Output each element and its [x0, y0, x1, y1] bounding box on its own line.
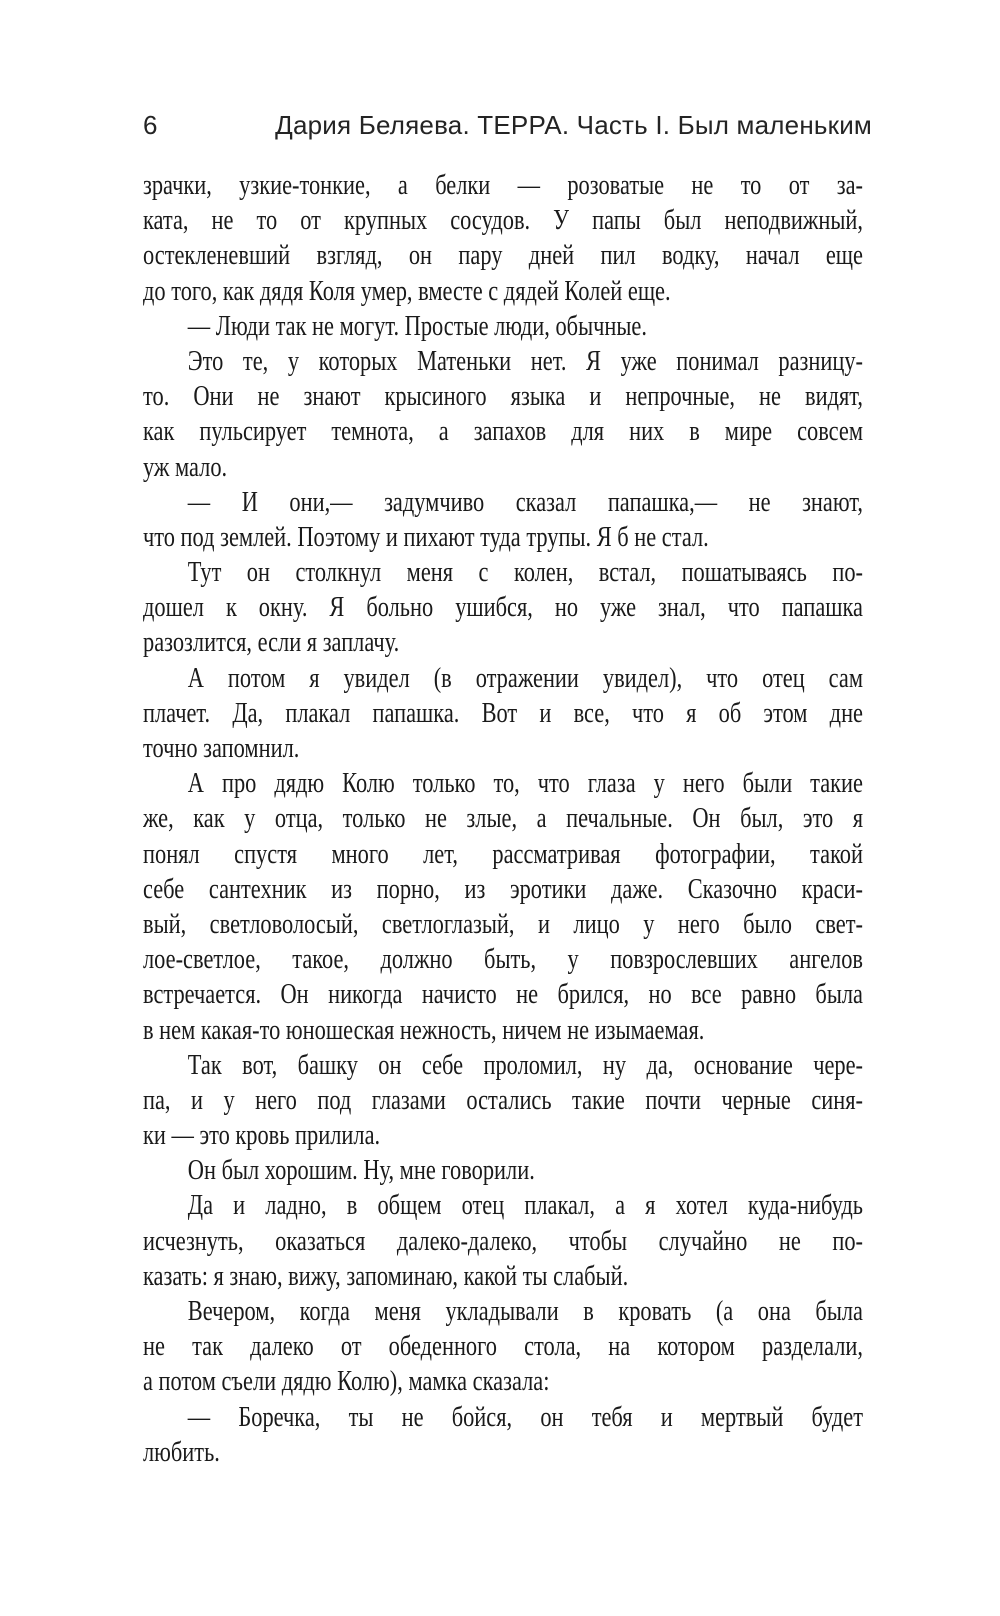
text-line: Это те, у которых Матеньки нет. Я уже понимал разницу-: [187, 345, 863, 377]
text-line: что под землей. Поэтому и пихают туда трупы. Я б не стал.: [143, 521, 709, 553]
text-line: себе сантехник из порно, из эротики даже. Сказочно краси-: [143, 873, 863, 905]
text-line: — Люди так не могут. Простые люди, обычные.: [187, 310, 647, 342]
text-line: лое-светлое, такое, должно быть, у повзрослевших ангелов: [143, 944, 863, 976]
page-number: 6: [143, 110, 158, 140]
text-line: зрачки, узкие-тонкие, а белки — розоватые не то от за-: [143, 170, 863, 201]
text-line: па, и у него под глазами остались такие почти черные синя-: [143, 1084, 863, 1116]
text-line: разозлится, если я заплачу.: [143, 627, 400, 659]
text-line: ката, не то от крупных сосудов. У папы был неподвижный,: [143, 205, 863, 237]
text-line: уж мало.: [143, 451, 228, 483]
text-line: казать: я знаю, вижу, запоминаю, какой ты слабый.: [143, 1260, 629, 1292]
text-line: исчезнуть, оказаться далеко-далеко, чтобы случайно не по-: [143, 1225, 863, 1257]
text-line: А потом я увидел (в отражении увидел), что отец сам: [187, 662, 863, 694]
running-title: Дария Беляева. ТЕРРА. Часть I. Был маленьким: [275, 110, 872, 140]
text-line: не так далеко от обеденного стола, на котором разделали,: [143, 1331, 863, 1363]
text-line: плачет. Да, плакал папашка. Вот и все, что я об этом дне: [143, 697, 863, 729]
text-line: любить.: [143, 1436, 220, 1468]
text-line: — Боречка, ты не бойся, он тебя и мертвый будет: [187, 1401, 863, 1433]
text-line: вый, светловолосый, светлоглазый, и лицо у него было свет-: [143, 908, 863, 940]
text-line: — И они,— задумчиво сказал папашка,— не знают,: [187, 486, 863, 518]
text-line: понял спустя много лет, рассматривая фотографии, такой: [143, 838, 863, 870]
text-line: в нем какая-то юношеская нежность, ничем не изымаемая.: [143, 1014, 705, 1046]
text-line: А про дядю Колю только то, что глаза у него были такие: [187, 768, 863, 800]
text-line: Вечером, когда меня укладывали в кровать (а она была: [187, 1296, 863, 1327]
text-line: же, как у отца, только не злые, а печальные. Он был, это я: [143, 803, 863, 835]
text-line: Он был хорошим. Ну, мне говорили.: [187, 1155, 535, 1187]
text-line: встречается. Он никогда начисто не брился, но все равно была: [143, 979, 863, 1011]
text-line: остекленевший взгляд, он пару дней пил водку, начал еще: [143, 240, 863, 272]
text-line: то. Они не знают крысиного языка и непрочные, не видят,: [143, 381, 863, 413]
text-line: ки — это кровь прилила.: [143, 1120, 381, 1152]
text-line: до того, как дядя Коля умер, вместе с дядей Колей еще.: [143, 275, 671, 307]
text-line: дошел к окну. Я больно ушибся, но уже знал, что папашка: [143, 592, 863, 624]
text-line: Тут он столкнул меня с колен, встал, пошатываясь по-: [187, 557, 863, 589]
text-line: а потом съели дядю Колю), мамка сказала:: [143, 1366, 550, 1398]
running-header: [143, 110, 872, 141]
text-line: Так вот, башку он себе проломил, ну да, основание чере-: [187, 1049, 863, 1081]
body-text: [143, 168, 863, 1470]
text-line: как пульсирует темнота, а запахов для них в мире совсем: [143, 416, 863, 448]
text-line: Да и ладно, в общем отец плакал, а я хотел куда-нибудь: [187, 1190, 863, 1222]
text-line: точно запомнил.: [143, 733, 300, 764]
